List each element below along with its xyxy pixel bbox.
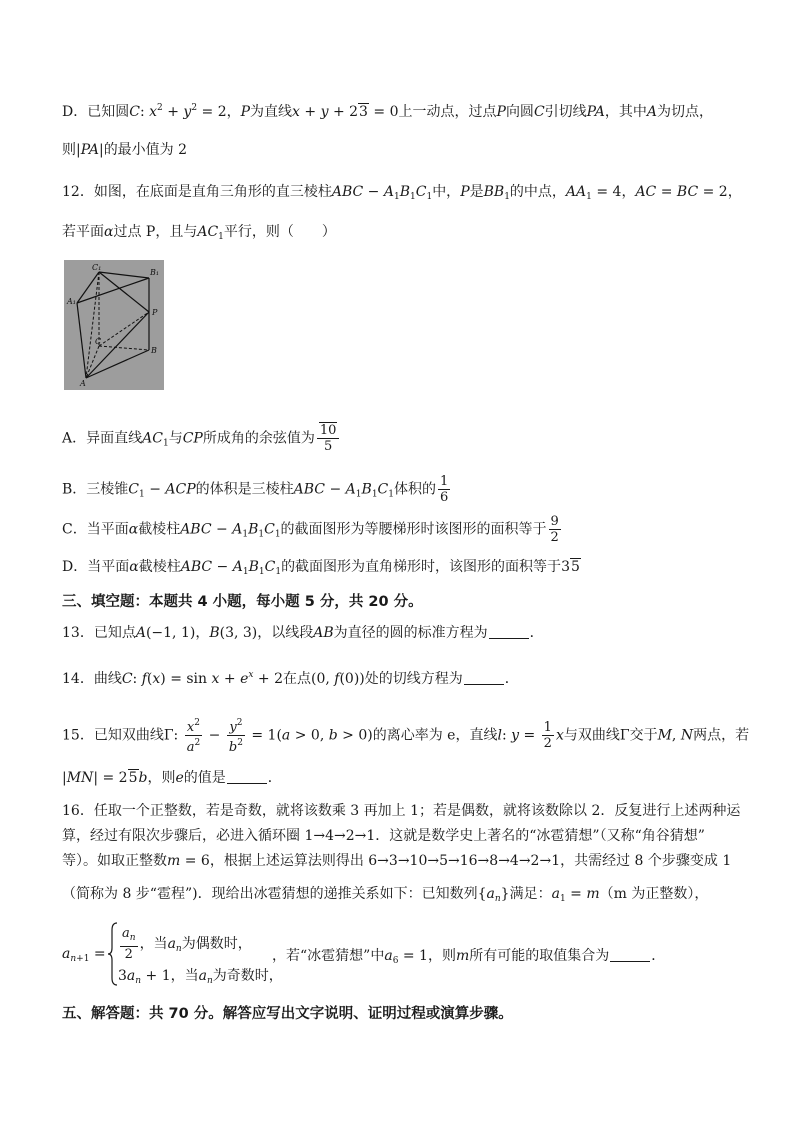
q15-line1: 15．已知双曲线Γ: $\frac{x^2}{a^2}$ − $\frac{y^2}{b^2}$ = 1(a > 0, b > 0)的离心率为 e，直线l: y = $\frac{1}{2}$ x与双曲线Γ交于M, N两点，若: [62, 718, 750, 755]
q16-line1: 16．任取一个正整数，若是奇数，就将该数乘 3 再加上 1；若是偶数，就将该数除以 2．反复进行上述两种运: [62, 803, 741, 819]
q14-answer-blank[interactable]: [464, 672, 504, 685]
q16-line2: 算，经过有限次步骤后，必进入循环圈 1→4→2→1．这就是数学史上著名的“冰雹猜想”（又称“角谷猜想”: [62, 828, 705, 844]
q15-answer-blank[interactable]: [227, 771, 267, 784]
q16-line4: （简称为 8 步“雹程”)．现给出冰雹猜想的递推关系如下：已知数列$\{a_n\}$满足：$a_1 = m(m$ 为正整数），: [62, 886, 709, 904]
q16-line3: 等）。如取正整数m = 6，根据上述运算法则得出 6→3→10→5→16→8→4→2→1，共需经过 8 个步骤变成 1: [62, 853, 732, 869]
label-b1: B₁: [150, 268, 160, 277]
q16-recurrence-lhs: $a_{n+1}$ =: [62, 946, 106, 964]
q12-stem-line1: 12．如图，在底面是直角三角形的直三棱柱ABC − $A_1B_1C_1$中，P是$BB_1$的中点，$AA_1 = 4$，AC = BC = 2，: [62, 184, 742, 202]
section-5-heading: 五、解答题：共 70 分。解答应写出文字说明、证明过程或演算步骤。: [62, 1006, 513, 1022]
q11-option-d-line1: D．已知圆C: $x^2 + y^2 = 2$，P为直线x + y + 23 = 0上一动点，过点P向圆C引切线PA，其中A为切点，: [62, 103, 714, 120]
label-c: C: [95, 337, 102, 346]
label-p: P: [152, 308, 158, 317]
section-3-heading: 三、填空题：本题共 4 小题，每小题 5 分，共 20 分。: [62, 594, 423, 610]
q13: 13．已知点A(−1, 1)，B(3, 3)，以线段AB为直径的圆的标准方程为 ．: [62, 625, 544, 641]
q12-option-d: D．当平面α截棱柱ABC − $A_1B_1C_1$的截面图形为直角梯形时，该图形的面积等于35: [62, 559, 580, 577]
label-c1: C₁: [92, 263, 102, 272]
q15-line2: |MN| = 25b，则e的值是 ．: [62, 770, 282, 786]
q14: 14．曲线C: $f(x) = \sin x + e^x + 2$在点(0, f(0))处的切线方程为 ．: [62, 670, 519, 687]
q11-option-d-line2: 则|PA|的最小值为 2: [62, 142, 188, 158]
label-b: B: [151, 346, 157, 355]
q16-question: ，若“冰雹猜想”中$a_6 = 1$，则m所有可能的取值集合为 ．: [272, 948, 666, 966]
q16-case-even: $\frac{a_n}{2}$ ，当$a_n$为偶数时，: [122, 926, 252, 962]
q12-option-b: B．三棱锥$C_1$ − ACP的体积是三棱柱ABC − $A_1B_1C_1$体积的 $\frac{1}{6}$: [62, 474, 449, 505]
prism-diagram: [64, 260, 164, 390]
q16-answer-blank[interactable]: [610, 949, 650, 962]
prism-figure: [64, 260, 164, 390]
q13-answer-blank[interactable]: [489, 626, 529, 639]
q16-case-odd: $3a_n + 1$，当$a_n$为奇数时，: [118, 968, 283, 986]
label-a: A: [80, 379, 86, 388]
q12-stem-line2: 若平面α过点 P，且与$AC_1$平行，则（ ）: [62, 224, 336, 242]
q12-option-a: A．异面直线$AC_1$与CP所成角的余弦值为 $\frac{10}{5}$: [62, 423, 341, 454]
q16-brace: [108, 922, 118, 986]
q12-option-c: C．当平面α截棱柱ABC − $A_1B_1C_1$的截面图形为等腰梯形时该图形的面积等于 $\frac{9}{2}$: [62, 514, 559, 545]
label-a1: A₁: [67, 297, 76, 306]
